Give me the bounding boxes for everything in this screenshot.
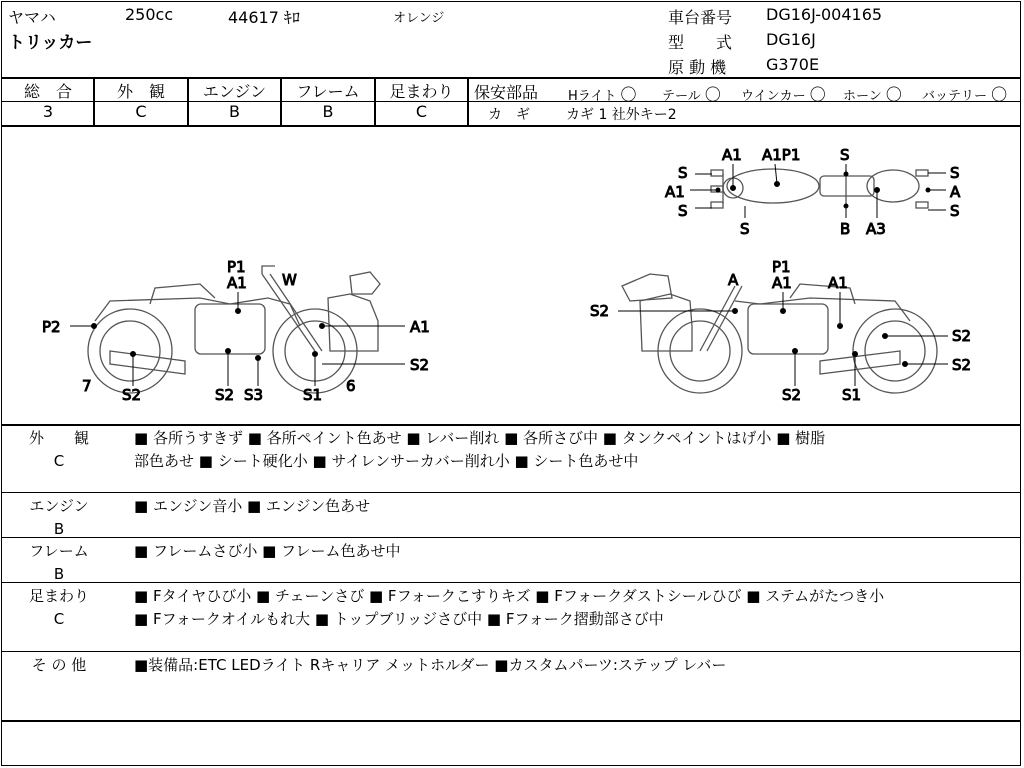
mark-label: S: [678, 164, 688, 182]
divider: [1, 651, 1021, 652]
mark-label: P1: [772, 258, 791, 276]
remark-label-other: そ の 他: [31, 656, 87, 674]
safety-item: バッテリー 〇: [922, 85, 1008, 104]
grade-value-exterior: C: [135, 102, 147, 121]
key-value: カギ 1 社外キー2: [566, 107, 677, 123]
grade-value-engine: B: [229, 102, 240, 121]
damage-diagram: [0, 126, 1020, 424]
remark-label-engine: エンジン B: [29, 497, 89, 538]
mark-label: A1: [772, 274, 792, 292]
displacement: 250cc: [125, 5, 174, 24]
grade-value-overall: 3: [42, 102, 54, 121]
mark-label: S3: [244, 386, 264, 404]
mark-label: S2: [215, 386, 235, 404]
remark-text-engine: ■ エンジン音小 ■ エンジン色あせ: [134, 497, 371, 515]
mark-label: A1: [410, 318, 430, 336]
grade-value-suspension: C: [415, 102, 428, 121]
mark-label: S: [840, 146, 850, 164]
color: オレンジ: [393, 11, 445, 26]
type-label: 型 式: [668, 33, 733, 52]
safety-item: ウインカー 〇: [741, 85, 826, 104]
remark-text-exterior: ■ 各所うすきず ■ 各所ペイント色あせ ■ レバー削れ ■ 各所さび中 ■ タンクペイントはげ小 ■ 樹脂 部色あせ ■ シート硬化小 ■ サイレンサーカバー削れ小 ■ シート色あせ中: [134, 429, 826, 470]
remark-label-exterior: 外 観 C: [28, 429, 89, 470]
remark-label-frame: フレーム B: [29, 542, 89, 583]
divider: [1, 582, 1021, 583]
mark-label: S: [740, 220, 750, 238]
maker: ヤマハ: [8, 8, 56, 27]
mark-label: S2: [952, 327, 972, 345]
mark-label: P1: [227, 258, 246, 276]
type-value: DG16J: [766, 30, 816, 49]
key-label: カ ギ: [488, 107, 530, 123]
mark-label: P2: [42, 318, 61, 336]
mark-label: S1: [303, 386, 323, 404]
safety-item: テール 〇: [662, 85, 721, 104]
chassis-value: DG16J-004165: [766, 5, 883, 24]
remark-text-other: ■装備品:ETC LEDライト Rキャリア メットホルダー ■カスタムパーツ:ステップ レバー: [134, 656, 727, 674]
mark-label: A1: [227, 274, 247, 292]
mark-label: S: [950, 202, 960, 220]
mark-label: S2: [122, 386, 142, 404]
grade-label-engine: エンジン: [202, 82, 267, 101]
remark-text-suspension: ■ Fタイヤひび小 ■ チェーンさび ■ Fフォークこすりキズ ■ Fフォークダストシールひび ■ ステムがたつき小 ■ Fフォークオイルもれ大 ■ トップブリッジさび中 ■ Fフォーク摺動部さび中: [134, 587, 885, 628]
model-name: トリッカー: [8, 33, 93, 53]
mark-label: A: [728, 271, 739, 289]
divider: [1, 492, 1021, 493]
grade-label-overall: 総 合: [23, 82, 72, 101]
engine-value: G370E: [766, 55, 820, 74]
mark-label: A1: [665, 183, 685, 201]
mark-label: B: [840, 220, 851, 238]
divider: [1, 424, 1021, 426]
mark-label: 6: [346, 377, 356, 395]
grade-label-suspension: 足まわり: [389, 82, 454, 101]
top-view-bike: [711, 169, 928, 208]
divider: [467, 77, 469, 125]
mark-label: S2: [782, 386, 802, 404]
mark-label: S2: [590, 302, 610, 320]
mark-label: W: [282, 271, 297, 289]
divider: [1, 720, 1021, 722]
mark-label: S2: [952, 356, 972, 374]
mark-label: S: [950, 164, 960, 182]
mileage: 44617 ｷﾛ: [228, 8, 300, 27]
safety-item: ホーン 〇: [843, 85, 902, 104]
remark-label-suspension: 足まわり C: [28, 587, 89, 628]
grade-value-frame: B: [322, 102, 334, 121]
mark-label: A: [950, 183, 961, 201]
engine-label: 原 動 機: [668, 58, 727, 77]
remark-text-frame: ■ フレームさび小 ■ フレーム色あせ中: [134, 542, 401, 560]
grade-label-frame: フレーム: [296, 82, 360, 101]
divider: [1, 537, 1021, 538]
mark-label: A1: [828, 274, 848, 292]
safety-label: 保安部品: [474, 83, 539, 102]
mark-label: A1P1: [762, 146, 801, 164]
mark-label: S: [678, 202, 688, 220]
mark-label: A1: [722, 146, 742, 164]
mark-label: S2: [410, 356, 430, 374]
mark-label: S1: [842, 386, 862, 404]
safety-item: Hライト 〇: [568, 85, 637, 104]
chassis-label: 車台番号: [668, 8, 733, 27]
mark-label: 7: [82, 377, 92, 395]
mark-label: A3: [866, 220, 886, 238]
grade-label-exterior: 外 観: [116, 82, 165, 101]
